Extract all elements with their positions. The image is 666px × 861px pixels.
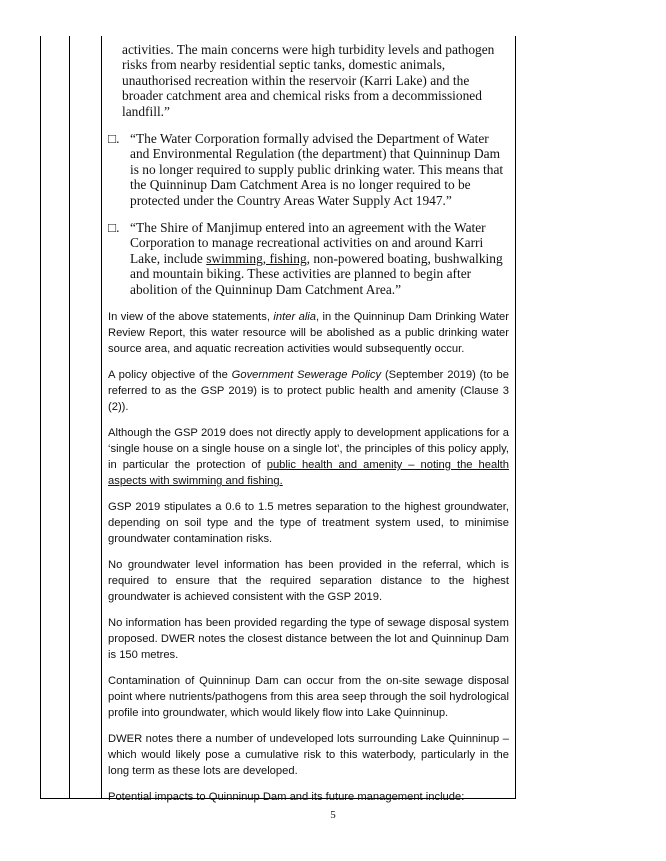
bullet-marker: □. bbox=[108, 220, 120, 236]
underlined-text: public health and amenity – noting the health aspects with swimming and fishing. bbox=[108, 459, 510, 488]
underlined-text: swimming, fishing bbox=[206, 250, 307, 266]
table-border-right bbox=[515, 36, 516, 798]
text-span: In view of the above statements, bbox=[108, 311, 274, 324]
text-span: , in the Quinninup Dam Drinking Water Review Report, this water resource will be abolished as a public drinking water source area, and aquatic recreation activities would subsequently occur. bbox=[108, 311, 509, 356]
paragraph-groundwater-info: No groundwater level information has been provided in the referral, which is required to ensure that the required separation distance to the highest groundwater is achieved consistent with the GSP 2019. bbox=[108, 559, 509, 604]
quote-continuation: activities. The main concerns were high turbidity levels and pathogen risks from nearby residential septic tanks, domestic animals, unauthorised recreation within the reservoir (Karri Lake) and the broader catchment area and chemical risks from a decommissioned landfill.” bbox=[122, 42, 495, 119]
paragraph-contamination: Contamination of Quinninup Dam can occur from the on-site sewage disposal point where nutrients/pathogens from this area seep through the soil hydrological profile into groundwater, which would likely flow into Lake Quinninup. bbox=[108, 675, 509, 720]
text-span: Although the GSP 2019 does not directly apply to development applications for a ‘single house on a single house on a single lot’, the principles of this policy apply, in particular the protection of bbox=[108, 427, 509, 472]
paragraph-policy-objective bbox=[108, 367, 509, 415]
table-column-divider-2 bbox=[101, 36, 102, 798]
paragraph-cumulative-risk: DWER notes there a number of undeveloped lots surrounding Lake Quinninup – which would likely pose a cumulative risk to this waterbody, particularly in the long term as these lots are developed. bbox=[108, 733, 509, 778]
bullet-text-part: “The Shire of Manjimup entered into an agreement with the Water Corporation to manage recreational activities on and around Karri Lake, include bbox=[130, 220, 486, 266]
text-span: A policy objective of the bbox=[108, 369, 232, 382]
text-span: (September 2019) (to be referred to as the GSP 2019) is to protect public health and amenity (Clause 3 (2)). bbox=[108, 369, 510, 414]
table-content-cell bbox=[108, 36, 509, 815]
paragraph-inter-alia bbox=[108, 309, 509, 357]
paragraph-separation: GSP 2019 stipulates a 0.6 to 1.5 metres separation to the highest groundwater, depending on soil type and the type of treatment system used, to minimise groundwater contamination risks. bbox=[108, 501, 509, 546]
paragraph-potential-impacts: Potential impacts to Quinninup Dam and its future management include: bbox=[108, 791, 465, 804]
page-number: 5 bbox=[330, 809, 336, 821]
bullet-marker: □. bbox=[108, 131, 120, 147]
italic-text: inter alia bbox=[273, 311, 317, 324]
bullet-text bbox=[130, 220, 509, 297]
table-border-left bbox=[40, 36, 41, 798]
table-column-divider-1 bbox=[69, 36, 70, 798]
bullet-text: “The Water Corporation formally advised the Department of Water and Environmental Regulation (the department) that Quinninup Dam is no longer required to supply public drinking water. This means that the Quinninup Dam Catchment Area is no longer required to be protected under the Country Areas Water Supply Act 1947.” bbox=[130, 131, 504, 208]
italic-text: Government Sewerage Policy bbox=[231, 369, 382, 382]
bullet-text-part: , non-powered boating, bushwalking and mountain biking. These activities are planned to begin after abolition of the Quinninup Dam Catchment Area.” bbox=[130, 250, 503, 297]
list-item bbox=[108, 220, 509, 297]
paragraph-gsp-application bbox=[108, 425, 509, 489]
list-item bbox=[108, 131, 509, 208]
paragraph-sewage-info: No information has been provided regarding the type of sewage disposal system proposed. DWER notes the closest distance between the lot and Quinninup Dam is 150 metres. bbox=[108, 617, 509, 662]
